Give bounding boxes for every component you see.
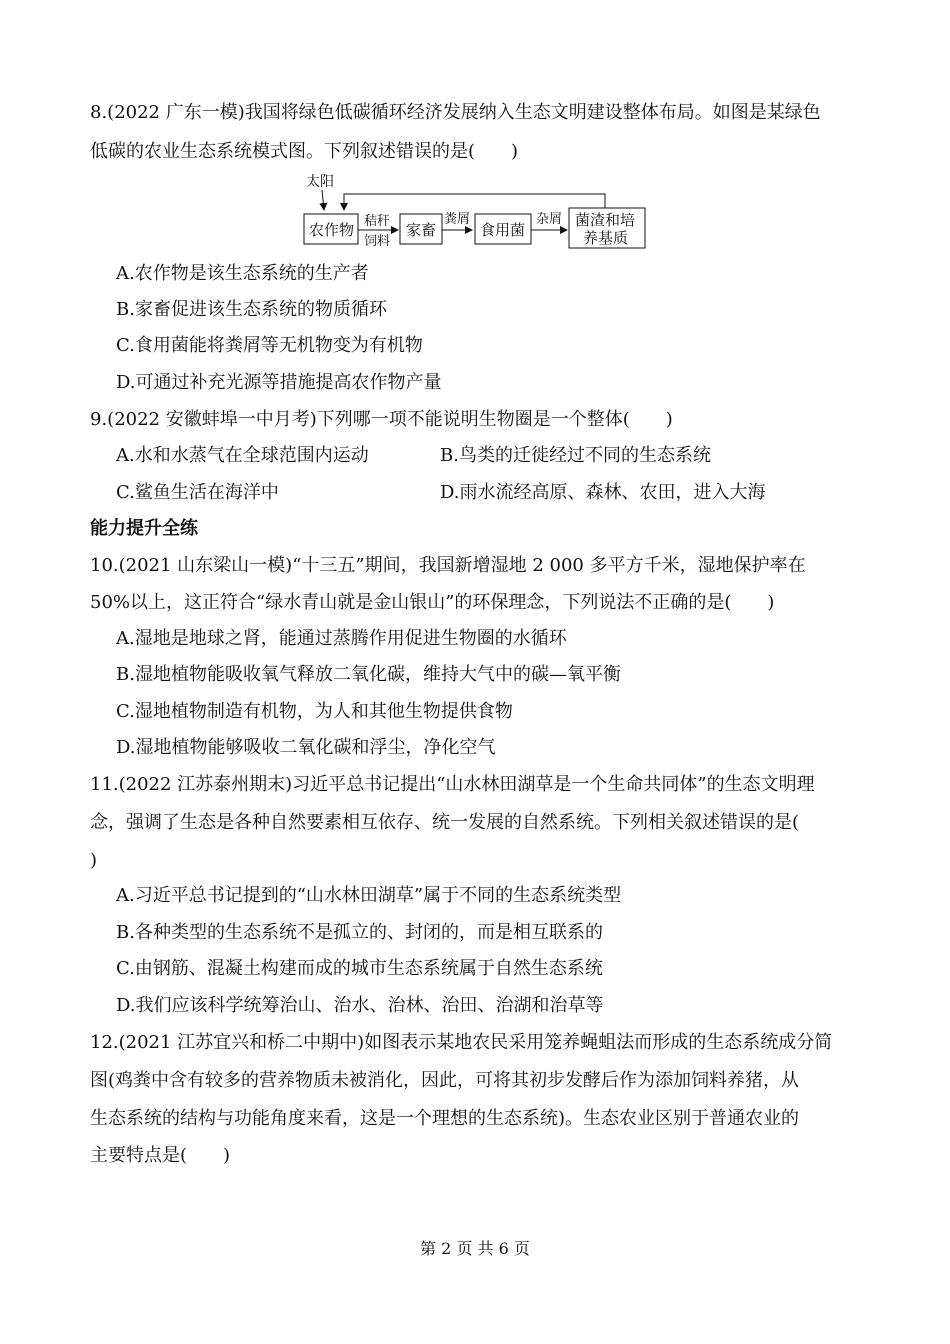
q10-option-c: C.湿地植物制造有机物，为人和其他生物提供食物	[116, 701, 513, 722]
q8-stem-line1: 8.(2022 广东一模)我国将绿色低碳循环经济发展纳入生态文明建设整体布局。如图是某绿色	[90, 102, 821, 123]
q8-option-c: C.食用菌能将粪屑等无机物变为有机物	[116, 335, 423, 356]
crops-label: 农作物	[309, 221, 355, 239]
q9-stem: 9.(2022 安徽蚌埠一中月考)下列哪一项不能说明生物圈是一个整体( )	[90, 409, 673, 430]
q10-stem-line2: 50%以上，这正符合“绿水青山就是金山银山”的环保理念，下列说法不正确的是( )	[90, 592, 775, 613]
q9-option-c: C.鲨鱼生活在海洋中	[116, 482, 279, 503]
arrow1-top-label: 秸秆	[364, 214, 391, 229]
q8-option-a: A.农作物是该生态系统的生产者	[116, 263, 369, 284]
q11-option-b: B.各种类型的生态系统不是孤立的、封闭的，而是相互联系的	[116, 922, 603, 943]
residue-label-line1: 菌渣和培	[575, 211, 636, 229]
q9-option-a: A.水和水蒸气在全球范围内运动	[116, 445, 369, 466]
arrow3-label: 杂屑	[536, 212, 563, 227]
residue-label-line2: 养基质	[583, 229, 629, 247]
q12-stem-line4: 主要特点是( )	[90, 1145, 231, 1166]
q10-option-b: B.湿地植物能吸收氧气释放二氧化碳，维持大气中的碳—氧平衡	[116, 664, 621, 685]
q11-option-c: C.由钢筋、混凝土构建而成的城市生态系统属于自然生态系统	[116, 958, 603, 979]
q11-option-a: A.习近平总书记提到的“山水林田湖草”属于不同的生态系统类型	[116, 885, 622, 906]
q9-option-b: B.鸟类的迁徙经过不同的生态系统	[440, 445, 711, 466]
q11-stem-line1: 11.(2022 江苏泰州期末)习近平总书记提出“山水林田湖草是一个生命共同体”的生态文明理	[90, 774, 815, 795]
q11-option-d: D.我们应该科学统筹治山、治水、治林、治田、治湖和治草等	[116, 995, 604, 1016]
agro-ecosystem-diagram	[300, 168, 650, 252]
sun-arrow	[322, 190, 324, 210]
arrow1-bottom-label: 饲料	[364, 234, 391, 249]
q12-stem-line1: 12.(2021 江苏宜兴和桥二中期中)如图表示某地农民采用笼养蝇蛆法而形成的生态系统成分简	[90, 1032, 833, 1053]
q10-option-d: D.湿地植物能够吸收二氧化碳和浮尘，净化空气	[116, 737, 496, 758]
arrow2-label: 粪屑	[444, 212, 471, 227]
q12-stem-line3: 生态系统的结构与功能角度来看，这是一个理想的生态系统)。生态农业区别于普通农业的	[90, 1108, 800, 1129]
q11-stem-line3: )	[90, 850, 98, 871]
q10-option-a: A.湿地是地球之肾，能通过蒸腾作用促进生物圈的水循环	[116, 628, 567, 649]
fungi-label: 食用菌	[480, 221, 526, 239]
q8-stem-line2: 低碳的农业生态系统模式图。下列叙述错误的是( )	[90, 141, 519, 162]
q8-option-d: D.可通过补充光源等措施提高农作物产量	[116, 372, 442, 393]
q11-stem-line2: 念，强调了生态是各种自然要素相互依存、统一发展的自然系统。下列相关叙述错误的是(	[90, 812, 800, 833]
page-footer: 第 2 页 共 6 页	[420, 1239, 530, 1258]
livestock-label: 家畜	[406, 221, 437, 239]
q8-option-b: B.家畜促进该生态系统的物质循环	[116, 299, 387, 320]
section-title: 能力提升全练	[90, 518, 198, 539]
q12-stem-line2: 图(鸡粪中含有较多的营养物质未被消化，因此，可将其初步发酵后作为添加饲料养猪，从	[90, 1070, 800, 1091]
sun-label: 太阳	[306, 174, 334, 190]
q10-stem-line1: 10.(2021 山东梁山一模)“十三五”期间，我国新增湿地 2 000 多平方千米，湿地保护率在	[90, 555, 806, 576]
feedback-arrow	[344, 194, 605, 214]
q9-option-d: D.雨水流经高原、森林、农田，进入大海	[440, 482, 766, 503]
